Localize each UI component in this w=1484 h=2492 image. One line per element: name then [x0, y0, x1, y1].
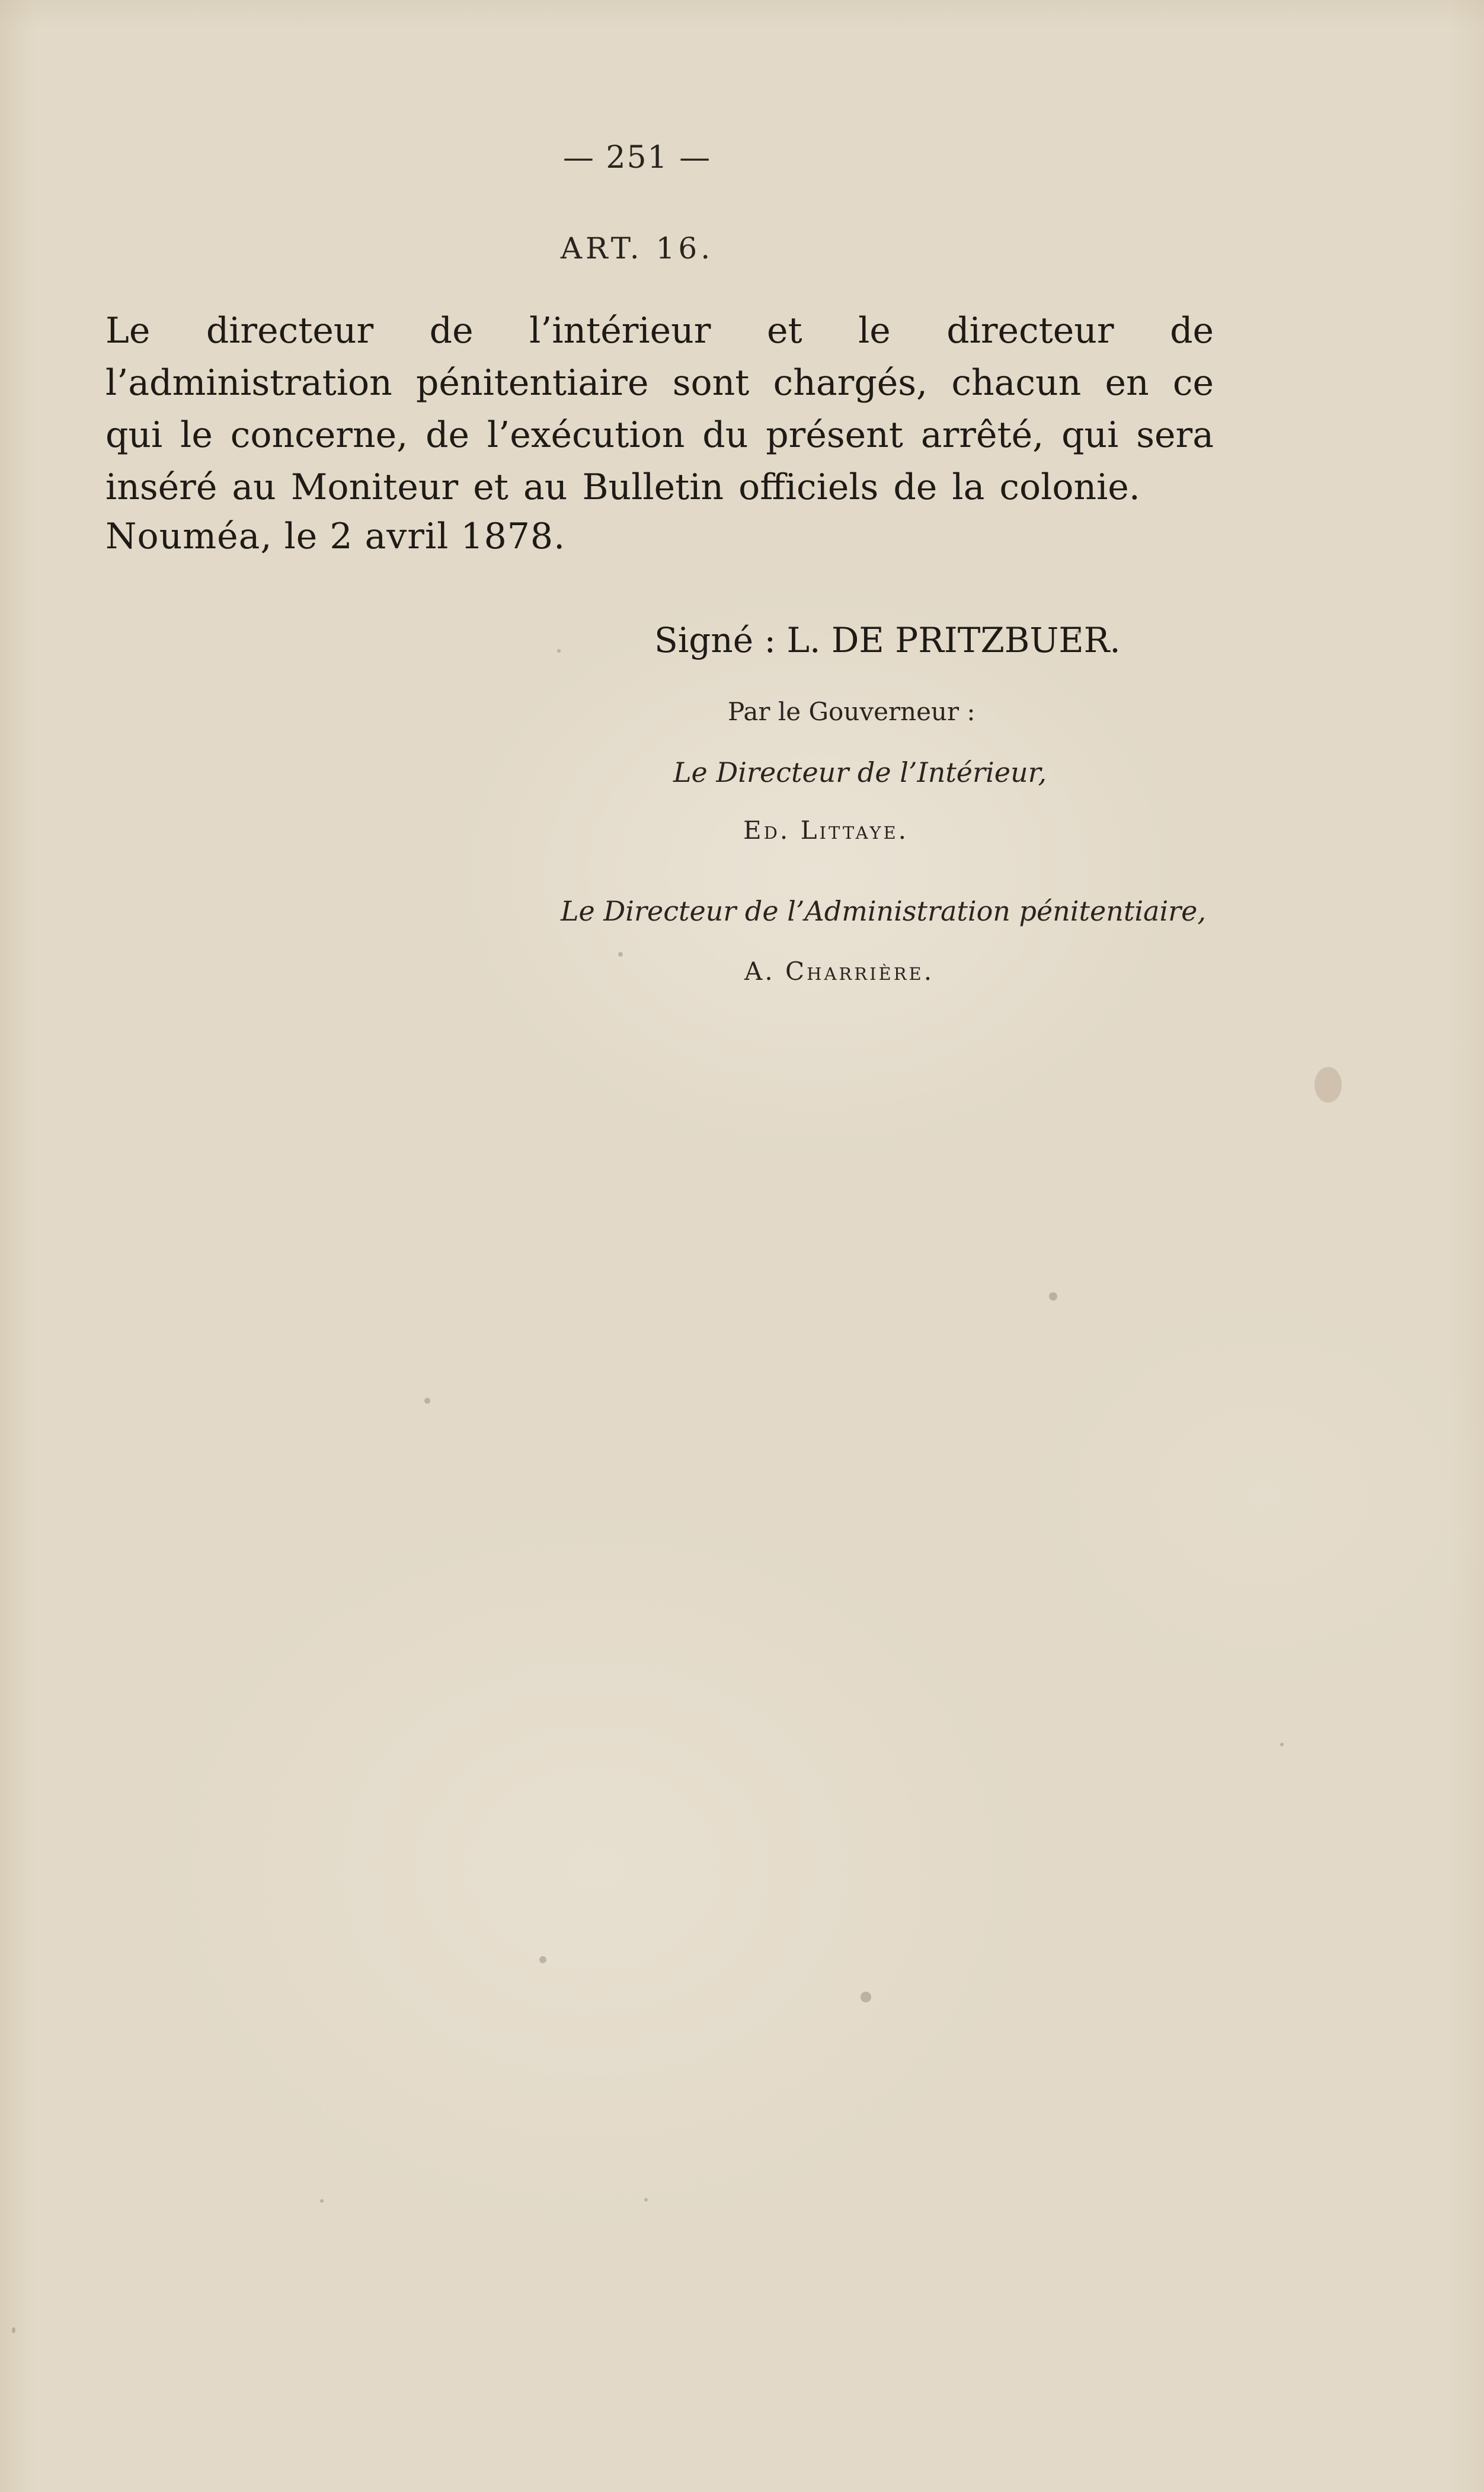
- paper-speck: [539, 1956, 546, 1963]
- article-heading: ART. 16.: [560, 231, 714, 266]
- director-interior-name: Ed. Littaye.: [743, 816, 909, 845]
- paper-speck: [12, 2327, 15, 2333]
- director-admin-name: A. Charrière.: [744, 957, 935, 986]
- body-text: [105, 305, 1214, 513]
- paper-speck: [861, 1992, 871, 2002]
- paper-speck: [618, 952, 623, 957]
- paper-speck: [1315, 1067, 1342, 1103]
- paper-speck: [1076, 630, 1081, 635]
- director-admin-title: Le Directeur de l’Administration pénitentiaire,: [561, 895, 1207, 927]
- paper-speck: [557, 649, 561, 653]
- paper-speck: [424, 1398, 430, 1404]
- paper-speck: [1280, 1743, 1284, 1746]
- paper-speck: [1049, 1292, 1057, 1301]
- signature-line: Signé : L. DE PRITZBUER.: [654, 620, 1121, 660]
- director-interior-title: Le Directeur de l’Intérieur,: [673, 756, 1047, 788]
- paper-speck: [644, 2198, 648, 2202]
- body-paragraph: Le directeur de l’intérieur et le directeur de l’administration pénitentiaire sont chargés, chacun en ce qui le concerne, de l’exécution du présent arrêté, qui sera inséré au Moniteur et au Bulletin officiels de la colonie.: [105, 310, 1214, 508]
- by-governor-line: Par le Gouverneur :: [728, 697, 976, 726]
- date-line: Nouméa, le 2 avril 1878.: [105, 516, 566, 557]
- page-number: — 251 —: [562, 140, 712, 175]
- paper-speck: [320, 2199, 324, 2203]
